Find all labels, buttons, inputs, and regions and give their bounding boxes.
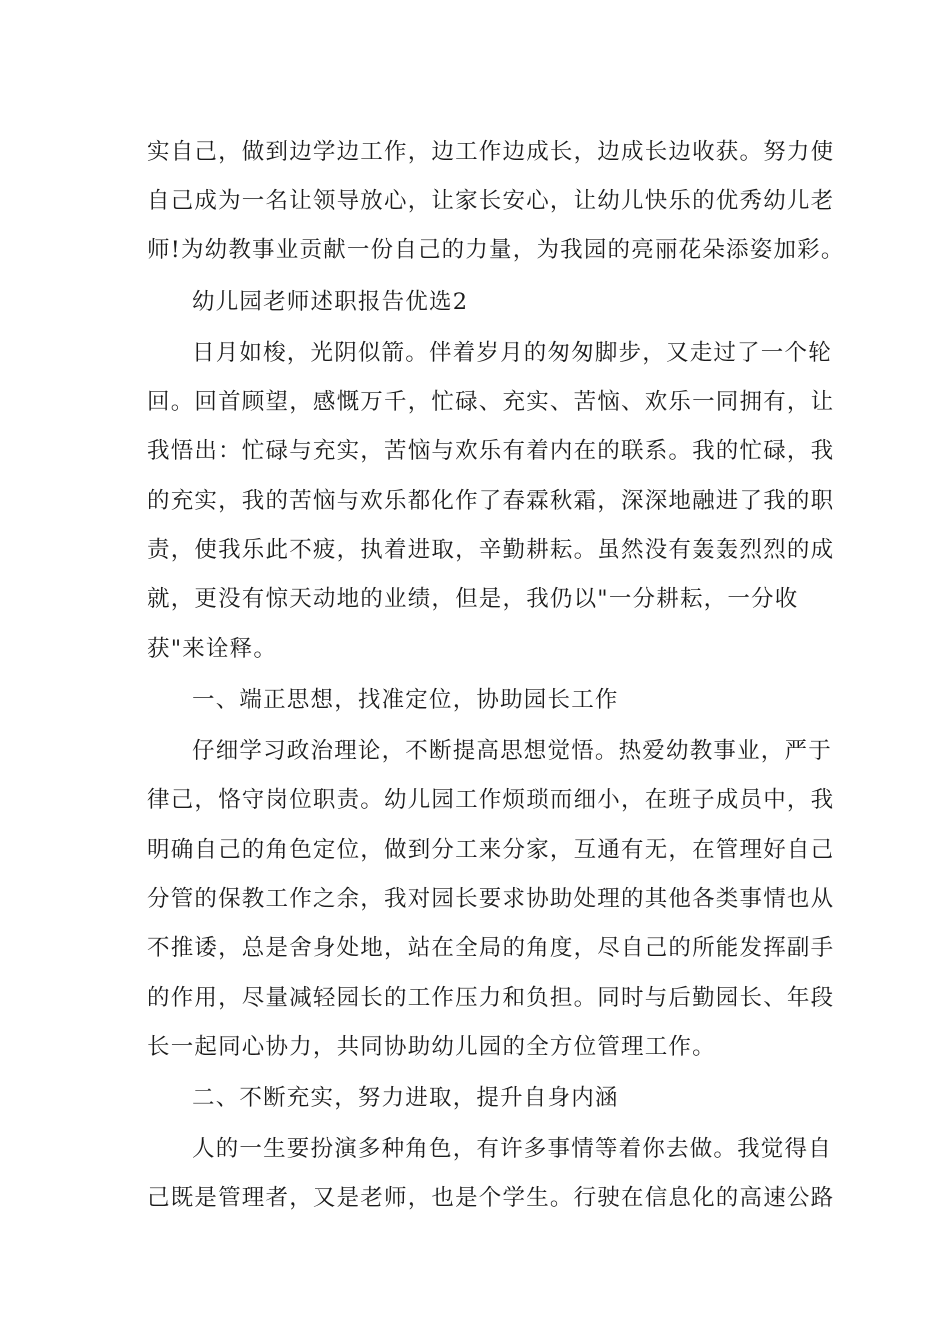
- paragraph-line: 分管的保教工作之余，我对园长要求协助处理的其他各类事情也从: [147, 886, 835, 912]
- paragraph-line: 仔细学习政治理论，不断提高思想觉悟。热爱幼教事业，严于: [192, 738, 832, 764]
- paragraph-line: 日月如梭，光阴似箭。伴着岁月的匆匆脚步，又走过了一个轮: [192, 340, 832, 366]
- paragraph-line: 责，使我乐此不疲，执着进取，辛勤耕耘。虽然没有轰轰烈烈的成: [147, 537, 835, 563]
- paragraph-line: 获"来诠释。: [147, 636, 278, 662]
- paragraph-line: 长一起同心协力，共同协助幼儿园的全方位管理工作。: [147, 1034, 716, 1060]
- paragraph-line: 不推诿，总是舍身处地，站在全局的角度，尽自己的所能发挥副手: [147, 935, 835, 961]
- section-title: 幼儿园老师述职报告优选2: [192, 289, 469, 315]
- paragraph-line: 就，更没有惊天动地的业绩，但是，我仍以"一分耕耘，一分收: [147, 586, 799, 612]
- section-heading-1: 一、端正思想，找准定位，协助园长工作: [192, 687, 619, 713]
- paragraph-line: 己既是管理者，又是老师，也是个学生。行驶在信息化的高速公路: [147, 1185, 835, 1211]
- paragraph-line: 的作用，尽量减轻园长的工作压力和负担。同时与后勤园长、年段: [147, 985, 835, 1011]
- paragraph-line: 实自己，做到边学边工作，边工作边成长，边成长边收获。努力使: [147, 139, 835, 165]
- paragraph-line: 明确自己的角色定位，做到分工来分家，互通有无，在管理好自己: [147, 837, 835, 863]
- paragraph-line: 律己，恪守岗位职责。幼儿园工作烦琐而细小，在班子成员中，我: [147, 787, 835, 813]
- paragraph-line: 的充实，我的苦恼与欢乐都化作了春霖秋霜，深深地融进了我的职: [147, 488, 835, 514]
- paragraph-line: 师!为幼教事业贡献一份自己的力量，为我园的亮丽花朵添姿加彩。: [147, 237, 845, 263]
- paragraph-line: 自己成为一名让领导放心，让家长安心，让幼儿快乐的优秀幼儿老: [147, 188, 835, 214]
- paragraph-line: 我悟出：忙碌与充实，苦恼与欢乐有着内在的联系。我的忙碌，我: [147, 438, 835, 464]
- section-heading-2: 二、不断充实，努力进取，提升自身内涵: [192, 1085, 619, 1111]
- paragraph-line: 回。回首顾望，感慨万千，忙碌、充实、苦恼、欢乐一同拥有，让: [147, 389, 835, 415]
- paragraph-line: 人的一生要扮演多种角色，有许多事情等着你去做。我觉得自: [192, 1136, 832, 1162]
